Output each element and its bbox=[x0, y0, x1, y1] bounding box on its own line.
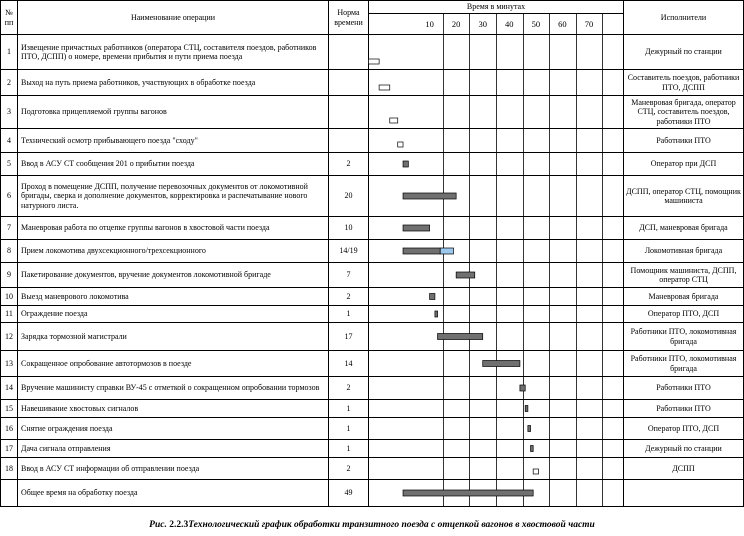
total-norm: 49 bbox=[329, 480, 369, 507]
executors: Оператор ПТО, ДСП bbox=[624, 418, 744, 440]
executors: ДСПП bbox=[624, 458, 744, 480]
gantt-bar bbox=[456, 272, 475, 278]
operation-name: Сокращенное опробование автотормозов в поезде bbox=[18, 351, 329, 377]
row-number: 3 bbox=[1, 96, 18, 129]
operation-name: Прием локомотива двухсекционного/трехсекционного bbox=[18, 240, 329, 263]
executors: Оператор при ДСП bbox=[624, 153, 744, 176]
time-norm: 17 bbox=[329, 323, 369, 351]
time-norm: 20 bbox=[329, 176, 369, 217]
time-norm: 2 bbox=[329, 153, 369, 176]
executors: Работники ПТО, локомотивная бригада bbox=[624, 351, 744, 377]
gantt-bar bbox=[390, 118, 398, 123]
tick-label: 10 bbox=[425, 19, 434, 29]
executors: Дежурный по станции bbox=[624, 440, 744, 458]
gantt-bar bbox=[430, 294, 435, 300]
operation-name: Маневровая работа по отцепке группы вагонов в хвостовой части поезда bbox=[18, 217, 329, 240]
gantt-bar bbox=[438, 334, 483, 340]
gantt-bar bbox=[398, 142, 403, 147]
gantt-bar bbox=[483, 361, 520, 367]
gantt-bar-locomotive bbox=[440, 248, 453, 254]
gantt-bar bbox=[403, 161, 408, 167]
time-norm: 2 bbox=[329, 377, 369, 400]
caption-number: 2.2.3 bbox=[169, 520, 189, 530]
col-executors-header: Исполнители bbox=[624, 1, 744, 35]
row-number: 17 bbox=[1, 440, 18, 458]
row-number: 5 bbox=[1, 153, 18, 176]
gantt-bar bbox=[379, 85, 390, 90]
col-time-header: Время в минутах bbox=[369, 1, 624, 14]
gantt-bar bbox=[531, 446, 534, 452]
executors: Работники ПТО, локомотивная бригада bbox=[624, 323, 744, 351]
operation-name: Ввод в АСУ СТ сообщения 201 о прибытии поезда bbox=[18, 153, 329, 176]
gantt-bar bbox=[525, 406, 528, 412]
executors: ДСПП, оператор СТЦ, помощник машиниста bbox=[624, 176, 744, 217]
gantt-bar bbox=[528, 426, 531, 432]
row-number: 14 bbox=[1, 377, 18, 400]
operation-name: Вручение машинисту справки ВУ-45 с отметкой о сокращенном опробовании тормозов bbox=[18, 377, 329, 400]
tick-label: 70 bbox=[584, 19, 594, 29]
row-number: 8 bbox=[1, 240, 18, 263]
operation-name: Ограждение поезда bbox=[18, 306, 329, 323]
executors: Маневровая бригада bbox=[624, 288, 744, 306]
tick-label: 20 bbox=[451, 19, 461, 29]
time-norm: 7 bbox=[329, 263, 369, 288]
gantt-bar bbox=[435, 311, 438, 317]
col-norm-header: Норма времени bbox=[329, 1, 369, 35]
time-norm: 1 bbox=[329, 400, 369, 418]
executors: Составитель поездов, работники ПТО, ДСПП bbox=[624, 70, 744, 96]
operation-name: Выезд маневрового локомотива bbox=[18, 288, 329, 306]
caption-title: Технологический график обработки транзитного поезда с отцепкой вагонов в хвостовой части bbox=[188, 520, 595, 530]
gantt-bar bbox=[403, 490, 533, 496]
executors: Помощник машиниста, ДСПП, оператор СТЦ bbox=[624, 263, 744, 288]
operation-name: Проход в помещение ДСПП, получение перевозочных документов от локомотивной бригады, сверка и дополнение документов, корректировка и распечатывание нового натурного листа. bbox=[18, 176, 329, 217]
gantt-bar bbox=[403, 248, 440, 254]
caption-prefix: Рис. bbox=[149, 520, 167, 530]
row-number: 7 bbox=[1, 217, 18, 240]
operation-name: Дача сигнала отправления bbox=[18, 440, 329, 458]
row-number: 9 bbox=[1, 263, 18, 288]
tick-label: 30 bbox=[478, 19, 487, 29]
executors: ДСП, маневровая бригада bbox=[624, 217, 744, 240]
gantt-bar bbox=[403, 193, 456, 199]
operation-name: Извещение причастных работников (оператора СТЦ, составителя поездов, работников ПТО, ДСПП) о номере, времени прибытия и пути приема поезда bbox=[18, 35, 329, 70]
col-operation-header: Наименование операции bbox=[18, 1, 329, 35]
operation-name: Пакетирование документов, вручение документов локомотивной бригаде bbox=[18, 263, 329, 288]
time-norm: 14/19 bbox=[329, 240, 369, 263]
operation-name: Подготовка прицепляемой группы вагонов bbox=[18, 96, 329, 129]
row-number: 13 bbox=[1, 351, 18, 377]
executors: Маневровая бригада, оператор СТЦ, составитель поездов, работники ПТО bbox=[624, 96, 744, 129]
row-number: 16 bbox=[1, 418, 18, 440]
row-number: 4 bbox=[1, 129, 18, 153]
col-num-header: № пп bbox=[1, 1, 18, 35]
executors: Оператор ПТО, ДСП bbox=[624, 306, 744, 323]
time-norm: 2 bbox=[329, 288, 369, 306]
row-number: 6 bbox=[1, 176, 18, 217]
operation-name: Технический осмотр прибывающего поезда "сходу" bbox=[18, 129, 329, 153]
time-norm: 1 bbox=[329, 418, 369, 440]
time-norm: 2 bbox=[329, 458, 369, 480]
time-norm: 1 bbox=[329, 306, 369, 323]
figure-caption bbox=[0, 520, 744, 530]
operation-name: Навешивание хвостовых сигналов bbox=[18, 400, 329, 418]
operation-name: Снятие ограждения поезда bbox=[18, 418, 329, 440]
total-label: Общее время на обработку поезда bbox=[18, 480, 329, 507]
time-norm: 1 bbox=[329, 440, 369, 458]
row-number: 18 bbox=[1, 458, 18, 480]
executors: Работники ПТО bbox=[624, 377, 744, 400]
executors: Работники ПТО bbox=[624, 129, 744, 153]
tick-label: 60 bbox=[558, 19, 567, 29]
time-norm: 10 bbox=[329, 217, 369, 240]
executors: Локомотивная бригада bbox=[624, 240, 744, 263]
gantt-bar bbox=[533, 469, 538, 474]
operation-name: Ввод в АСУ СТ информации об отправлении поезда bbox=[18, 458, 329, 480]
row-number: 10 bbox=[1, 288, 18, 306]
executors: Работники ПТО bbox=[624, 400, 744, 418]
gantt-bar bbox=[403, 225, 430, 231]
gantt-bar bbox=[520, 385, 525, 391]
gantt-bar bbox=[369, 59, 380, 64]
time-norm: 14 bbox=[329, 351, 369, 377]
row-number: 1 bbox=[1, 35, 18, 70]
row-number: 15 bbox=[1, 400, 18, 418]
tick-label: 40 bbox=[505, 19, 514, 29]
executors: Дежурный по станции bbox=[624, 35, 744, 70]
row-number: 12 bbox=[1, 323, 18, 351]
row-number: 2 bbox=[1, 70, 18, 96]
operation-name: Зарядка тормозной магистрали bbox=[18, 323, 329, 351]
operation-name: Выход на путь приема работников, участвующих в обработке поезда bbox=[18, 70, 329, 96]
tick-label: 50 bbox=[531, 19, 541, 29]
row-number: 11 bbox=[1, 306, 18, 323]
